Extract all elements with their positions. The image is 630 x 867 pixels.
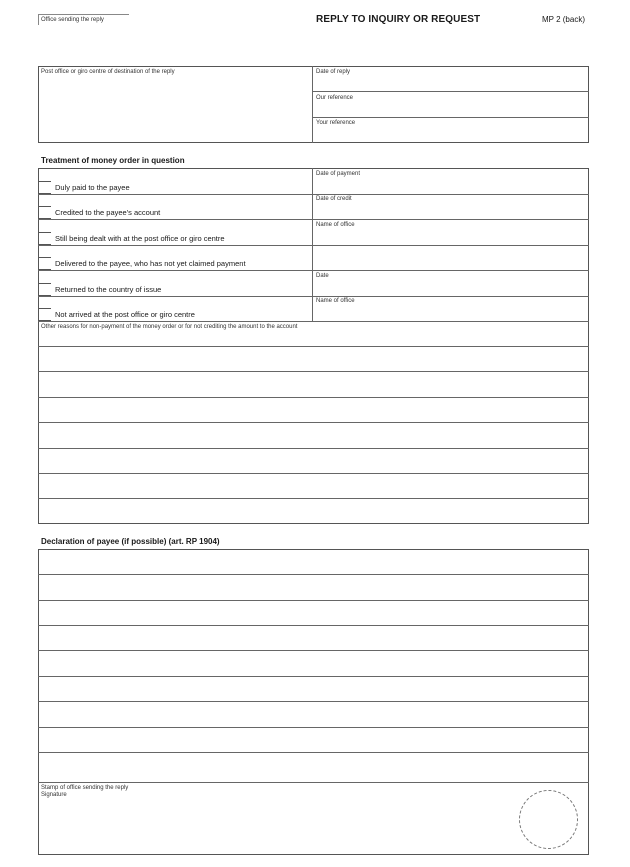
date-of-reply-label: Date of reply — [316, 69, 351, 75]
our-reference-field[interactable] — [313, 103, 588, 117]
name-of-office-label: Name of office — [316, 222, 355, 228]
date-of-credit-label: Date of credit — [316, 196, 352, 202]
destination-field[interactable] — [39, 78, 311, 142]
not-arrived-office-label: Name of office — [316, 298, 355, 304]
sending-office-label: Office sending the reply — [41, 17, 104, 23]
other-reasons-field[interactable] — [39, 332, 588, 523]
our-reference-label: Our reference — [316, 95, 354, 101]
option-still-being-dealt-label: Still being dealt with at the post office or giro centre — [55, 234, 225, 243]
stamp-label: Stamp of office sending the reply — [41, 785, 129, 791]
destination-label: Post office or giro centre of destination of the reply — [41, 69, 175, 75]
your-reference-field[interactable] — [313, 128, 588, 142]
form-title: REPLY TO INQUIRY OR REQUEST — [316, 14, 481, 25]
return-date-label: Date — [316, 273, 329, 279]
option-credited-label: Credited to the payee's account — [55, 208, 161, 217]
other-reasons-label: Other reasons for non-payment of the money order or for not crediting the amount to the account — [41, 324, 298, 330]
date-of-credit-field[interactable] — [313, 203, 588, 218]
checkbox-still-being-dealt[interactable] — [38, 232, 51, 245]
treatment-title: Treatment of money order in question — [41, 156, 185, 165]
your-reference-label: Your reference — [316, 120, 356, 126]
checkbox-returned[interactable] — [38, 283, 51, 296]
checkbox-not-arrived[interactable] — [38, 308, 51, 321]
not-arrived-office-field[interactable] — [313, 305, 588, 320]
date-of-payment-field[interactable] — [313, 178, 588, 193]
return-date-field[interactable] — [313, 280, 588, 295]
option-duly-paid-label: Duly paid to the payee — [55, 183, 130, 192]
checkbox-credited[interactable] — [38, 206, 51, 219]
name-of-office-field[interactable] — [313, 229, 588, 244]
declaration-field[interactable] — [39, 550, 588, 781]
date-of-reply-field[interactable] — [313, 77, 588, 91]
option-returned-label: Returned to the country of issue — [55, 285, 162, 294]
checkbox-duly-paid[interactable] — [38, 181, 51, 194]
form-code: MP 2 (back) — [542, 15, 585, 24]
signature-label: Signature — [41, 792, 67, 798]
date-of-payment-label: Date of payment — [316, 171, 361, 177]
checkbox-delivered[interactable] — [38, 257, 51, 270]
signature-field[interactable] — [39, 800, 509, 854]
option-not-arrived-label: Not arrived at the post office or giro centre — [55, 310, 195, 319]
stamp-circle — [519, 790, 578, 849]
option-delivered-label: Delivered to the payee, who has not yet claimed payment — [55, 259, 246, 268]
declaration-title: Declaration of payee (if possible) (art. RP 1904) — [41, 537, 220, 546]
